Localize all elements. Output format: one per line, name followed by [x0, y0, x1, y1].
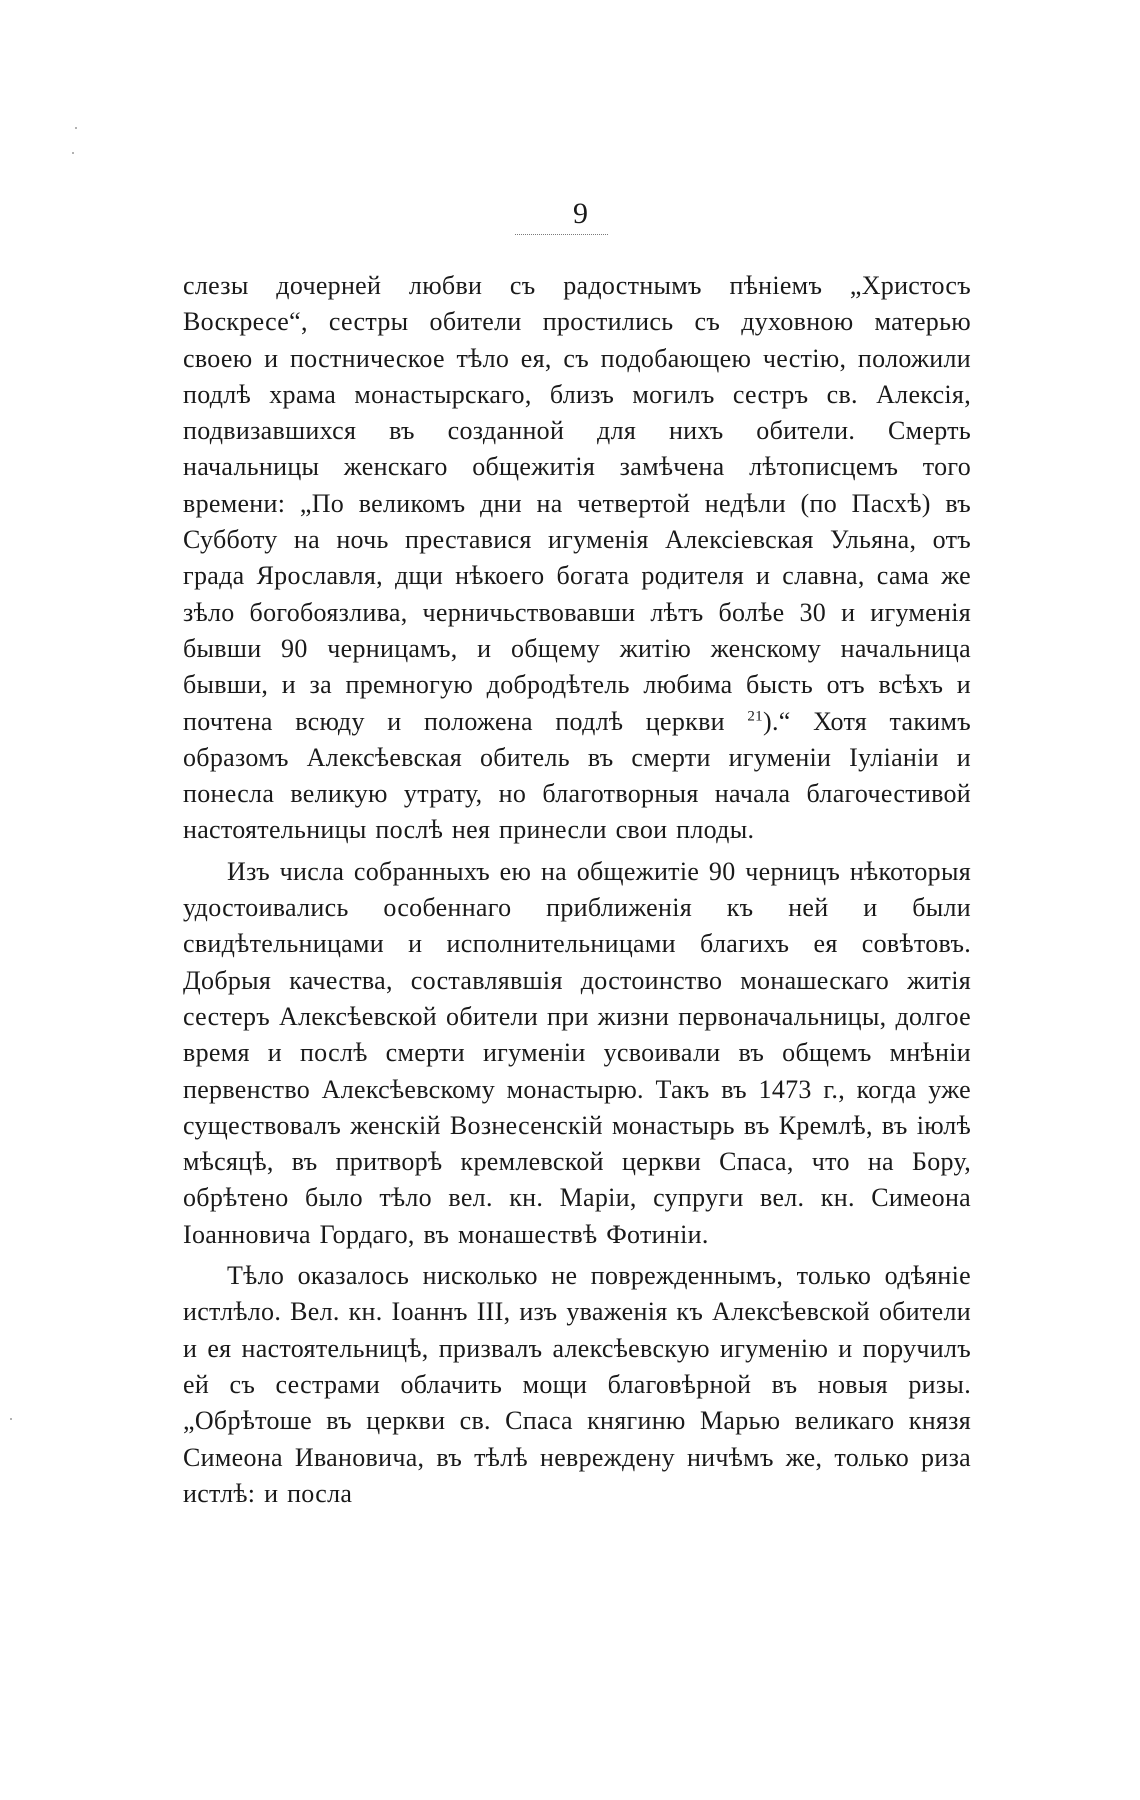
- main-text: [183, 268, 971, 1517]
- scan-speck: [10, 1418, 12, 1420]
- paragraph-1: [183, 268, 971, 849]
- scan-speck: [72, 152, 74, 154]
- header-rule: [515, 234, 608, 235]
- paragraph-1-text: слезы дочерней любви съ радостнымъ пѣніемъ „Христосъ Воскресе“, сестры обители простились съ духовною матерью своею и постническое тѣло ея, съ подобающею честію, положили подлѣ храма монастырскаго, близъ могилъ сестръ св. Алексія, подвизавшихся въ созданной для нихъ обители. Смерть начальницы женскаго общежитія замѣчена лѣтописцемъ того времени: „По великомъ дни на четвертой недѣли (по Пасхѣ) въ Субботу на ночь преставися игуменія Алексіевская Ульяна, отъ града Ярославля, дщи нѣкоего богата родителя и славна, сама же зѣло богобоязлива, черничьствовавши лѣтъ болѣе 30 и игуменія бывши 90 черницамъ, и общему житію женскому начальница бывши, и за премногую добродѣтель любима бысть отъ всѣхъ и почтена всюду и положена подлѣ церкви: [183, 271, 971, 736]
- paragraph-1-continuation: ).“ Хотя такимъ образомъ Алексѣевская обитель въ смерти игуменіи Іуліаніи и понесла великую утрату, но благотворныя начала благочестивой настоятельницы послѣ нея принесли свои плоды.: [183, 706, 971, 845]
- paragraph-3: Тѣло оказалось нисколько не поврежденнымъ, только одѣяніе истлѣло. Вел. кн. Іоаннъ III, изъ уваженія къ Алексѣевской обители и ея настоятельницѣ, призвалъ алексѣевскую игуменію и поручилъ ей съ сестрами облачить мощи благовѣрной въ новыя ризы. „Обрѣтоше въ церкви св. Спаса княгиню Марью великаго князя Симеона Ивановича, въ тѣлѣ невреждену ничѣмъ же, только риза истлѣ: и посла: [183, 1261, 971, 1508]
- paragraph-2: Изъ числа собранныхъ ею на общежитіе 90 черницъ нѣкоторыя удостоивались особеннаго приближенія къ ней и были свидѣтельницами и исполнительницами благихъ ея совѣтовъ. Добрыя качества, составлявшія достоинство монашескаго житія сестеръ Алексѣевской обители при жизни первоначальницы, долгое время и послѣ смерти игуменіи усвоивали въ общемъ мнѣніи первенство Алексѣевскому монастырю. Такъ въ 1473 г., когда уже существовалъ женскій Вознесенскій монастырь въ Кремлѣ, въ іюлѣ мѣсяцѣ, въ притворѣ кремлевской церкви Спаса, что на Бору, обрѣтено было тѣло вел. кн. Маріи, супруги вел. кн. Симеона Іоанновича Гордаго, въ монашествѣ Фотиніи.: [183, 856, 971, 1249]
- page-number: 9: [573, 197, 589, 230]
- footnote-marker: 21: [747, 707, 763, 724]
- scan-speck: [75, 127, 77, 129]
